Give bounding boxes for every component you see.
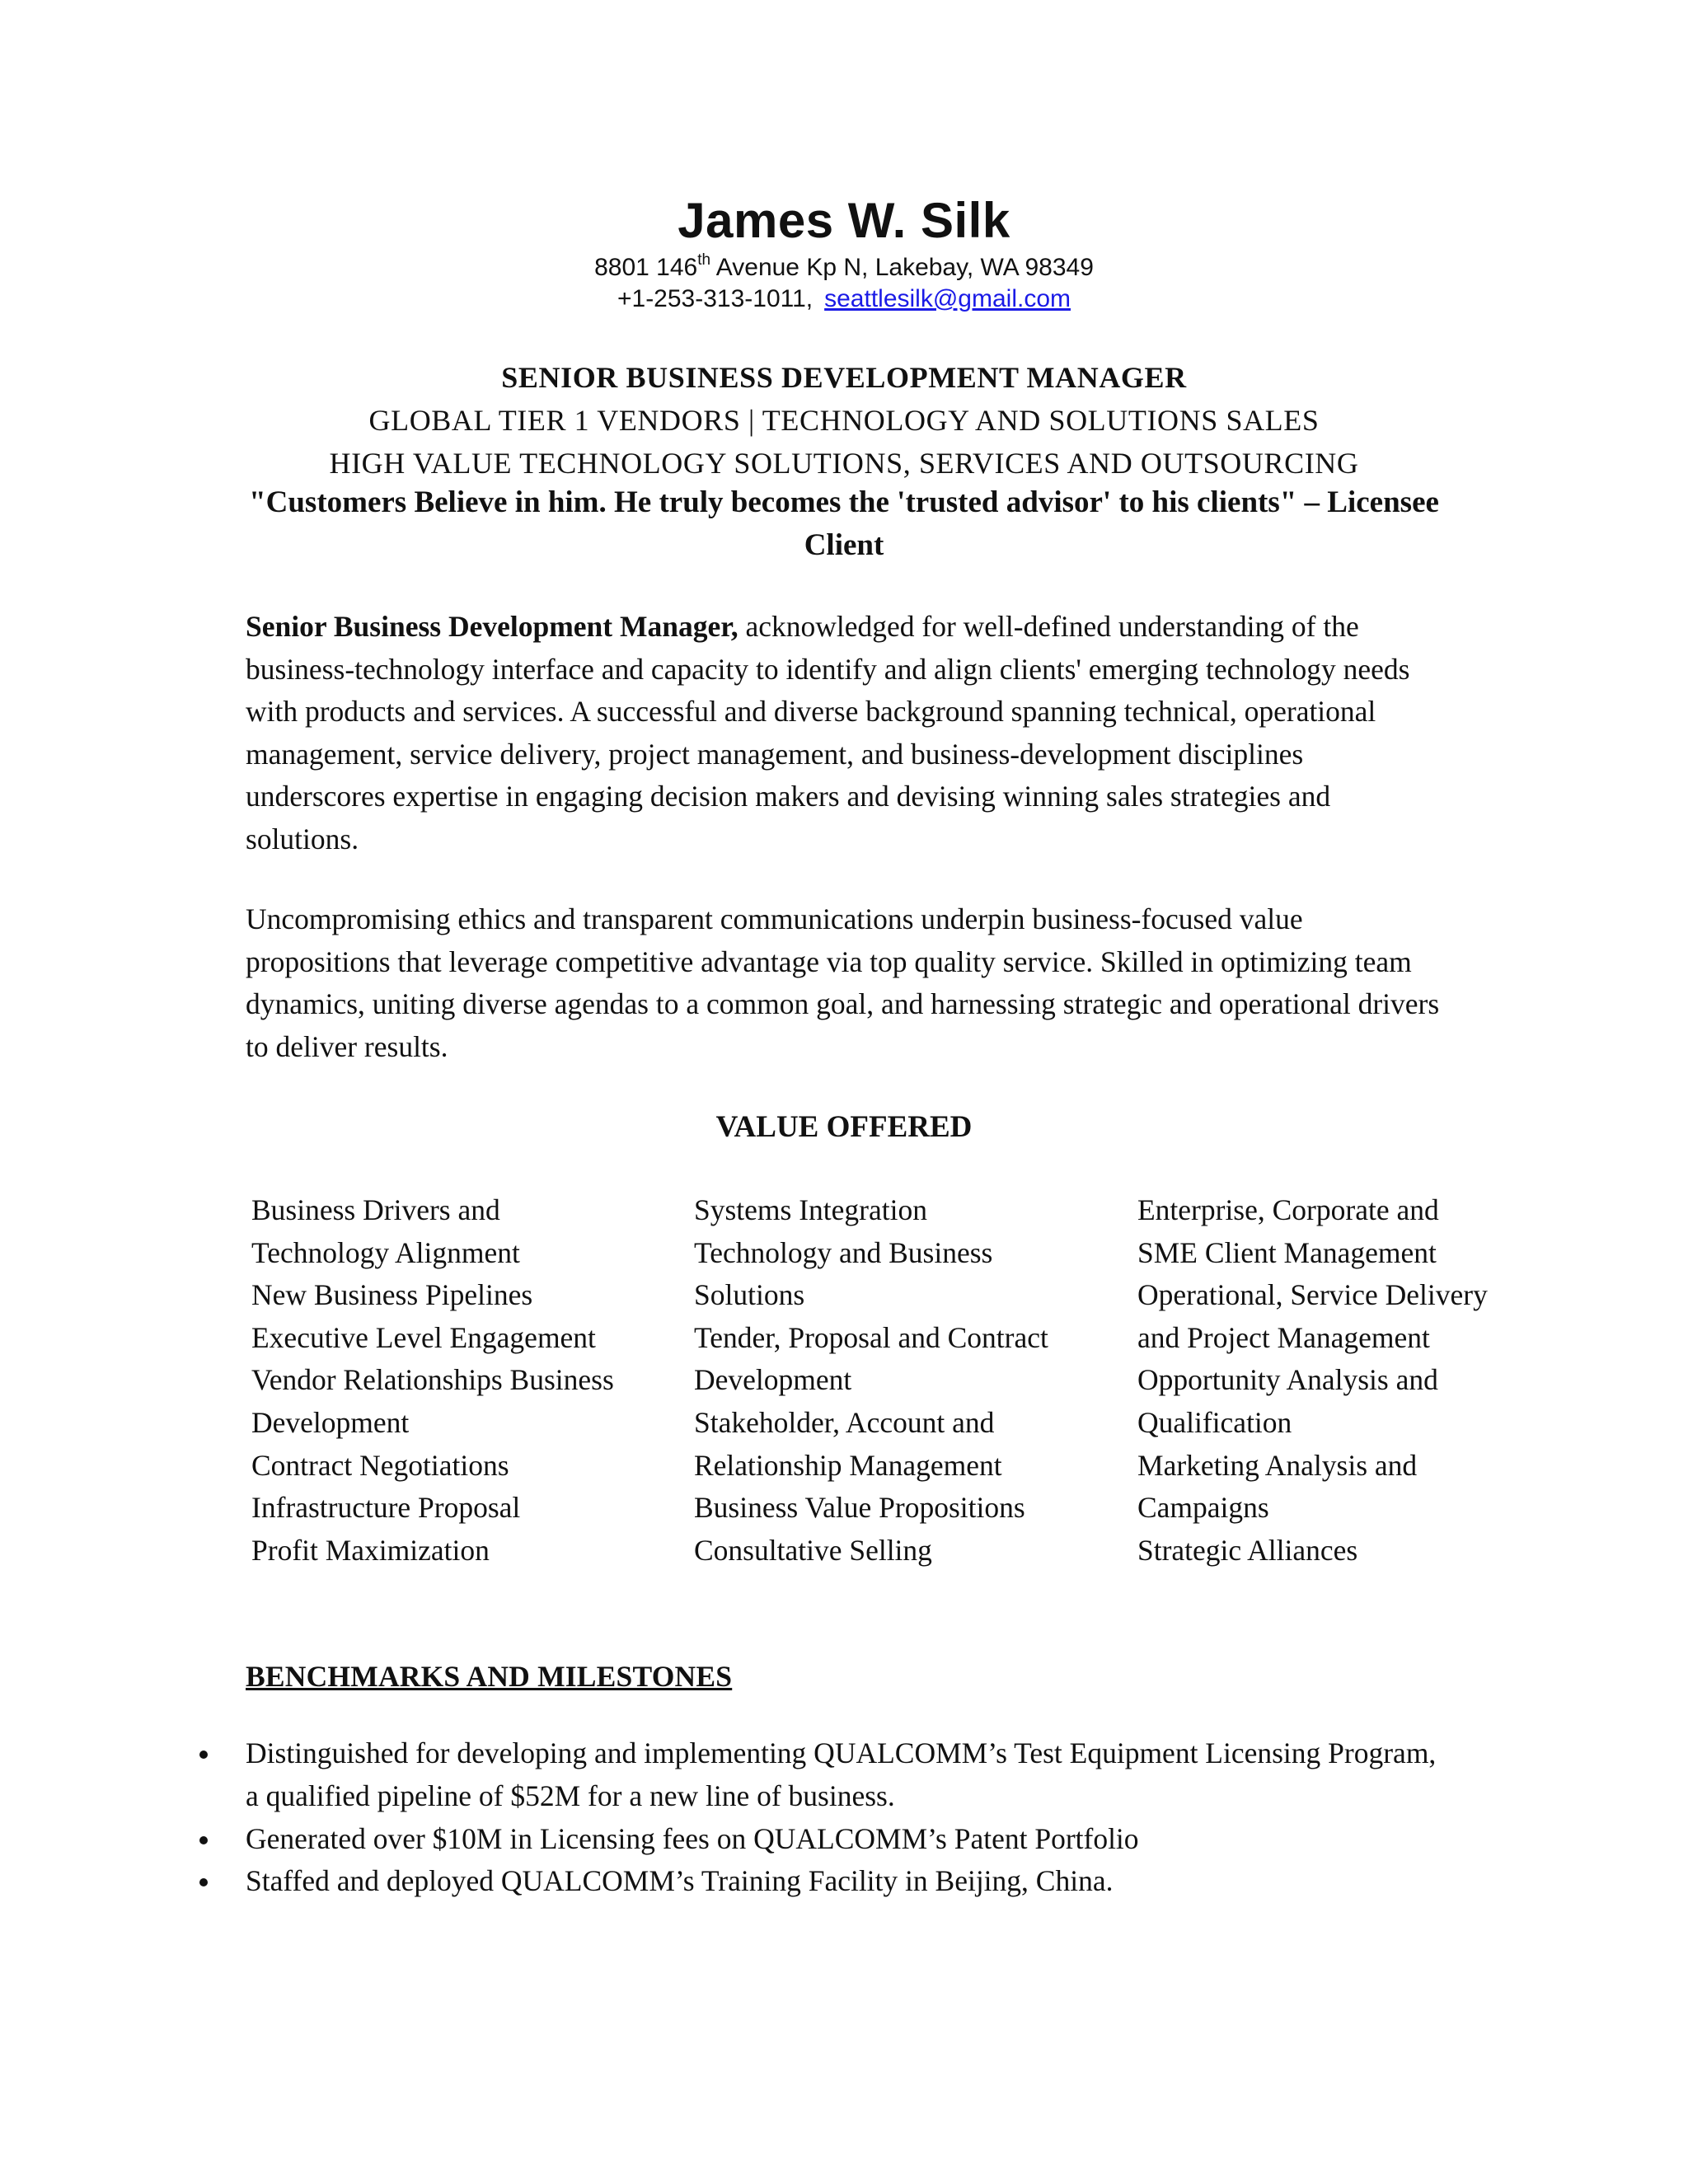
benchmarks-list bbox=[246, 1732, 1441, 1903]
address-line bbox=[0, 251, 1688, 284]
benchmark-text: Distinguished for developing and implementing QUALCOMM’s Test Equipment Licensing Program, a qualified pipeline of $52M for a new line of business. bbox=[246, 1736, 1437, 1812]
value-item: Relationship Management bbox=[694, 1448, 1002, 1482]
value-column-2 bbox=[694, 1189, 1123, 1572]
value-item: Business Value Propositions bbox=[694, 1491, 1025, 1525]
value-item: Technology and Business bbox=[694, 1235, 993, 1269]
benchmark-text: Generated over $10M in Licensing fees on QUALCOMM’s Patent Portfolio bbox=[246, 1821, 1139, 1855]
address-street-number: 8801 146 bbox=[594, 254, 698, 281]
value-item: Tender, Proposal and Contract bbox=[694, 1320, 1048, 1354]
summary-lead: Senior Business Development Manager, bbox=[246, 610, 738, 643]
contact-line bbox=[0, 283, 1688, 316]
client-quote: "Customers Believe in him. He truly becomes the 'trusted advisor' to his clients" – Licensee Client bbox=[249, 485, 1439, 562]
headline-title: SENIOR BUSINESS DEVELOPMENT MANAGER bbox=[501, 361, 1187, 394]
value-column-1 bbox=[251, 1189, 680, 1572]
value-item: Vendor Relationships Business bbox=[251, 1363, 614, 1397]
address-ordinal-suffix: th bbox=[697, 251, 711, 269]
headline-solutions: HIGH VALUE TECHNOLOGY SOLUTIONS, SERVICES AND OUTSOURCING bbox=[329, 447, 1359, 480]
summary-paragraph-1 bbox=[246, 606, 1441, 860]
value-item: Development bbox=[251, 1405, 410, 1439]
value-item: and Project Management bbox=[1137, 1320, 1430, 1354]
benchmark-item bbox=[246, 1860, 1441, 1903]
value-item: Executive Level Engagement bbox=[251, 1320, 596, 1354]
email-link[interactable]: seattlesilk@gmail.com bbox=[824, 285, 1071, 312]
benchmark-text: Staffed and deployed QUALCOMM’s Training Facility in Beijing, China. bbox=[246, 1864, 1114, 1898]
value-item: Contract Negotiations bbox=[251, 1448, 509, 1482]
address-rest: Avenue Kp N, Lakebay, WA 98349 bbox=[710, 254, 1094, 281]
benchmark-item bbox=[246, 1732, 1441, 1818]
value-item: Infrastructure Proposal bbox=[251, 1491, 521, 1525]
value-item: Operational, Service Delivery bbox=[1137, 1278, 1488, 1312]
value-item: Marketing Analysis and bbox=[1137, 1448, 1418, 1482]
benchmark-item bbox=[246, 1818, 1441, 1861]
value-column-3 bbox=[1137, 1189, 1566, 1572]
bullet-icon bbox=[199, 1750, 208, 1759]
summary-paragraph-1-text: acknowledged for well-defined understanding of the business-technology interface and capacity to identify and align clients' emerging technology needs with products and services. A successful and diverse background spanning technical, operational management, service delivery, project management, and business-development disciplines underscores expertise in engaging decision makers and devising winning sales strategies and solutions. bbox=[246, 610, 1410, 855]
value-item: Systems Integration bbox=[694, 1193, 927, 1226]
value-item: Campaigns bbox=[1137, 1491, 1269, 1525]
benchmarks-heading: BENCHMARKS AND MILESTONES bbox=[246, 1660, 733, 1693]
headline-vendors: GLOBAL TIER 1 VENDORS | TECHNOLOGY AND SOLUTIONS SALES bbox=[368, 404, 1320, 437]
value-item: Profit Maximization bbox=[251, 1533, 490, 1567]
value-item: Enterprise, Corporate and bbox=[1137, 1193, 1439, 1226]
value-item: Strategic Alliances bbox=[1137, 1533, 1358, 1567]
bullet-icon bbox=[199, 1836, 208, 1844]
value-item: Opportunity Analysis and bbox=[1137, 1363, 1438, 1397]
value-item: Development bbox=[694, 1363, 852, 1397]
value-item: Consultative Selling bbox=[694, 1533, 932, 1567]
value-offered-heading: VALUE OFFERED bbox=[715, 1110, 973, 1144]
value-item: Solutions bbox=[694, 1278, 805, 1312]
value-item: Stakeholder, Account and bbox=[694, 1405, 995, 1439]
candidate-name: James W. Silk bbox=[678, 193, 1010, 248]
value-item: New Business Pipelines bbox=[251, 1278, 533, 1312]
phone-number: +1-253-313-1011, bbox=[617, 285, 814, 312]
value-item: SME Client Management bbox=[1137, 1235, 1437, 1269]
value-item: Technology Alignment bbox=[251, 1235, 520, 1269]
bullet-icon bbox=[199, 1878, 208, 1886]
value-item: Qualification bbox=[1137, 1405, 1292, 1439]
value-item: Business Drivers and bbox=[251, 1193, 500, 1226]
summary-paragraph-2: Uncompromising ethics and transparent communications underpin business-focused value propositions that leverage competitive advantage via top quality service. Skilled in optimizing team dynamics, uniting diverse agendas to a common goal, and harnessing strategic and operational drivers to deliver results. bbox=[246, 902, 1440, 1063]
